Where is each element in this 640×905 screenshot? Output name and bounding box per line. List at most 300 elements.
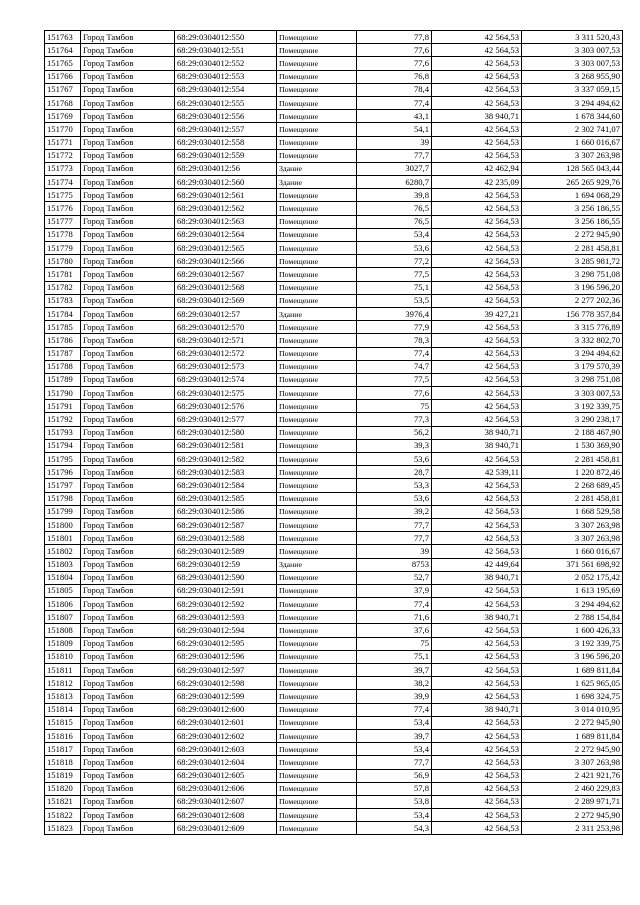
- area-cell: 39,3: [357, 439, 432, 452]
- area-cell: 38,2: [357, 677, 432, 690]
- cadastral-value-cell: 2 268 689,45: [522, 479, 623, 492]
- area-cell: 78,3: [357, 334, 432, 347]
- cadastral-value-cell: 2 421 921,76: [522, 769, 623, 782]
- area-cell: 39,9: [357, 690, 432, 703]
- table-row: [45, 809, 623, 822]
- cadastral-value-cell: 3 298 751,08: [522, 268, 623, 281]
- cadastral-value-cell: 2 272 945,90: [522, 228, 623, 241]
- cadastral-value-cell: 3 307 263,98: [522, 532, 623, 545]
- object-type-cell: Помещение: [277, 215, 357, 228]
- city-cell: Город Тамбов: [81, 650, 175, 663]
- cadastral-value-cell: 2 281 458,81: [522, 492, 623, 505]
- cadastral-number-cell: 68:29:0304012:584: [175, 479, 277, 492]
- unit-value-cell: 42 564,53: [432, 189, 522, 202]
- table-body: [45, 31, 623, 835]
- table-row: [45, 584, 623, 597]
- row-number-cell: 151814: [45, 703, 81, 716]
- object-type-cell: Здание: [277, 307, 357, 320]
- unit-value-cell: 42 564,53: [432, 677, 522, 690]
- table-row: [45, 149, 623, 162]
- unit-value-cell: 42 564,53: [432, 782, 522, 795]
- object-type-cell: Помещение: [277, 466, 357, 479]
- table-row: [45, 545, 623, 558]
- city-cell: Город Тамбов: [81, 624, 175, 637]
- table-row: [45, 281, 623, 294]
- cadastral-number-cell: 68:29:0304012:566: [175, 255, 277, 268]
- unit-value-cell: 38 940,71: [432, 571, 522, 584]
- table-row: [45, 242, 623, 255]
- city-cell: Город Тамбов: [81, 571, 175, 584]
- table-row: [45, 769, 623, 782]
- cadastral-number-cell: 68:29:0304012:603: [175, 743, 277, 756]
- row-number-cell: 151789: [45, 373, 81, 386]
- unit-value-cell: 42 564,53: [432, 637, 522, 650]
- object-type-cell: Помещение: [277, 677, 357, 690]
- cadastral-number-cell: 68:29:0304012:56: [175, 162, 277, 175]
- area-cell: 77,7: [357, 518, 432, 531]
- area-cell: 76,5: [357, 202, 432, 215]
- cadastral-value-cell: 2 302 741,07: [522, 123, 623, 136]
- area-cell: 39: [357, 136, 432, 149]
- row-number-cell: 151806: [45, 598, 81, 611]
- city-cell: Город Тамбов: [81, 637, 175, 650]
- cadastral-number-cell: 68:29:0304012:590: [175, 571, 277, 584]
- area-cell: 77,6: [357, 57, 432, 70]
- table-row: [45, 505, 623, 518]
- object-type-cell: Помещение: [277, 756, 357, 769]
- cadastral-number-cell: 68:29:0304012:606: [175, 782, 277, 795]
- row-number-cell: 151775: [45, 189, 81, 202]
- cadastral-number-cell: 68:29:0304012:591: [175, 584, 277, 597]
- area-cell: 77,5: [357, 268, 432, 281]
- unit-value-cell: 42 564,53: [432, 809, 522, 822]
- cadastral-value-cell: 3 014 010,95: [522, 703, 623, 716]
- unit-value-cell: 42 564,53: [432, 584, 522, 597]
- object-type-cell: Помещение: [277, 439, 357, 452]
- area-cell: 77,4: [357, 598, 432, 611]
- cadastral-number-cell: 68:29:0304012:555: [175, 96, 277, 109]
- table-row: [45, 492, 623, 505]
- cadastral-value-cell: 2 311 253,98: [522, 822, 623, 835]
- area-cell: 57,8: [357, 782, 432, 795]
- table-row: [45, 294, 623, 307]
- object-type-cell: Помещение: [277, 479, 357, 492]
- cadastral-number-cell: 68:29:0304012:581: [175, 439, 277, 452]
- area-cell: 39,7: [357, 729, 432, 742]
- row-number-cell: 151809: [45, 637, 81, 650]
- row-number-cell: 151810: [45, 650, 81, 663]
- cadastral-number-cell: 68:29:0304012:552: [175, 57, 277, 70]
- object-type-cell: Помещение: [277, 57, 357, 70]
- city-cell: Город Тамбов: [81, 413, 175, 426]
- unit-value-cell: 42 564,53: [432, 215, 522, 228]
- cadastral-number-cell: 68:29:0304012:557: [175, 123, 277, 136]
- cadastral-value-cell: 1 678 344,60: [522, 110, 623, 123]
- area-cell: 77,4: [357, 703, 432, 716]
- object-type-cell: Помещение: [277, 255, 357, 268]
- object-type-cell: Помещение: [277, 360, 357, 373]
- object-type-cell: Помещение: [277, 413, 357, 426]
- object-type-cell: Помещение: [277, 637, 357, 650]
- table-row: [45, 268, 623, 281]
- cadastral-number-cell: 68:29:0304012:553: [175, 70, 277, 83]
- city-cell: Город Тамбов: [81, 795, 175, 808]
- area-cell: 53,5: [357, 294, 432, 307]
- city-cell: Город Тамбов: [81, 545, 175, 558]
- object-type-cell: Помещение: [277, 149, 357, 162]
- object-type-cell: Помещение: [277, 598, 357, 611]
- cadastral-number-cell: 68:29:0304012:567: [175, 268, 277, 281]
- table-row: [45, 598, 623, 611]
- unit-value-cell: 42 564,53: [432, 321, 522, 334]
- cadastral-value-cell: 3 303 007,53: [522, 57, 623, 70]
- unit-value-cell: 42 564,53: [432, 400, 522, 413]
- row-number-cell: 151818: [45, 756, 81, 769]
- object-type-cell: Помещение: [277, 505, 357, 518]
- object-type-cell: Помещение: [277, 729, 357, 742]
- table-row: [45, 795, 623, 808]
- object-type-cell: Помещение: [277, 387, 357, 400]
- city-cell: Город Тамбов: [81, 690, 175, 703]
- row-number-cell: 151771: [45, 136, 81, 149]
- row-number-cell: 151770: [45, 123, 81, 136]
- city-cell: Город Тамбов: [81, 57, 175, 70]
- row-number-cell: 151786: [45, 334, 81, 347]
- cadastral-value-cell: 371 561 698,92: [522, 558, 623, 571]
- unit-value-cell: 42 564,53: [432, 795, 522, 808]
- row-number-cell: 151772: [45, 149, 81, 162]
- cadastral-value-cell: 2 460 229,83: [522, 782, 623, 795]
- area-cell: 77,7: [357, 532, 432, 545]
- cadastral-number-cell: 68:29:0304012:59: [175, 558, 277, 571]
- table-row: [45, 400, 623, 413]
- cadastral-number-cell: 68:29:0304012:597: [175, 664, 277, 677]
- row-number-cell: 151822: [45, 809, 81, 822]
- row-number-cell: 151791: [45, 400, 81, 413]
- area-cell: 75: [357, 400, 432, 413]
- city-cell: Город Тамбов: [81, 558, 175, 571]
- cadastral-value-cell: 2 277 202,36: [522, 294, 623, 307]
- cadastral-value-cell: 3 311 520,43: [522, 31, 623, 44]
- cadastral-number-cell: 68:29:0304012:592: [175, 598, 277, 611]
- object-type-cell: Помещение: [277, 83, 357, 96]
- table-row: [45, 611, 623, 624]
- cadastral-number-cell: 68:29:0304012:599: [175, 690, 277, 703]
- unit-value-cell: 42 564,53: [432, 281, 522, 294]
- row-number-cell: 151821: [45, 795, 81, 808]
- object-type-cell: Помещение: [277, 453, 357, 466]
- table-row: [45, 690, 623, 703]
- city-cell: Город Тамбов: [81, 505, 175, 518]
- city-cell: Город Тамбов: [81, 70, 175, 83]
- unit-value-cell: 42 564,53: [432, 136, 522, 149]
- area-cell: 77,2: [357, 255, 432, 268]
- row-number-cell: 151768: [45, 96, 81, 109]
- table-row: [45, 756, 623, 769]
- row-number-cell: 151798: [45, 492, 81, 505]
- object-type-cell: Помещение: [277, 44, 357, 57]
- object-type-cell: Помещение: [277, 400, 357, 413]
- object-type-cell: Помещение: [277, 347, 357, 360]
- object-type-cell: Помещение: [277, 624, 357, 637]
- object-type-cell: Здание: [277, 558, 357, 571]
- object-type-cell: Помещение: [277, 571, 357, 584]
- object-type-cell: Помещение: [277, 690, 357, 703]
- cadastral-value-cell: 2 272 945,90: [522, 743, 623, 756]
- city-cell: Город Тамбов: [81, 321, 175, 334]
- unit-value-cell: 42 564,53: [432, 545, 522, 558]
- table-row: [45, 255, 623, 268]
- unit-value-cell: 38 940,71: [432, 426, 522, 439]
- area-cell: 53,6: [357, 242, 432, 255]
- cadastral-value-cell: 3 192 339,75: [522, 637, 623, 650]
- table-row: [45, 44, 623, 57]
- cadastral-number-cell: 68:29:0304012:571: [175, 334, 277, 347]
- row-number-cell: 151787: [45, 347, 81, 360]
- table-row: [45, 479, 623, 492]
- city-cell: Город Тамбов: [81, 677, 175, 690]
- cadastral-value-cell: 3 315 776,89: [522, 321, 623, 334]
- cadastral-number-cell: 68:29:0304012:576: [175, 400, 277, 413]
- table-row: [45, 321, 623, 334]
- table-row: [45, 743, 623, 756]
- unit-value-cell: 42 462,94: [432, 162, 522, 175]
- cadastral-number-cell: 68:29:0304012:589: [175, 545, 277, 558]
- cadastral-number-cell: 68:29:0304012:598: [175, 677, 277, 690]
- area-cell: 77,4: [357, 347, 432, 360]
- cadastral-number-cell: 68:29:0304012:554: [175, 83, 277, 96]
- row-number-cell: 151780: [45, 255, 81, 268]
- unit-value-cell: 42 564,53: [432, 31, 522, 44]
- cadastral-value-cell: 1 660 016,67: [522, 136, 623, 149]
- row-number-cell: 151764: [45, 44, 81, 57]
- cadastral-value-cell: 3 294 494,62: [522, 347, 623, 360]
- unit-value-cell: 38 940,71: [432, 439, 522, 452]
- unit-value-cell: 42 564,53: [432, 228, 522, 241]
- area-cell: 77,7: [357, 756, 432, 769]
- unit-value-cell: 42 564,53: [432, 598, 522, 611]
- area-cell: 78,4: [357, 83, 432, 96]
- unit-value-cell: 42 564,53: [432, 387, 522, 400]
- cadastral-value-cell: 3 337 059,15: [522, 83, 623, 96]
- area-cell: 75,1: [357, 281, 432, 294]
- row-number-cell: 151823: [45, 822, 81, 835]
- row-number-cell: 151803: [45, 558, 81, 571]
- object-type-cell: Помещение: [277, 123, 357, 136]
- cadastral-value-cell: 1 689 811,84: [522, 664, 623, 677]
- object-type-cell: Помещение: [277, 532, 357, 545]
- cadastral-number-cell: 68:29:0304012:574: [175, 373, 277, 386]
- city-cell: Город Тамбов: [81, 611, 175, 624]
- row-number-cell: 151811: [45, 664, 81, 677]
- row-number-cell: 151779: [45, 242, 81, 255]
- table-row: [45, 70, 623, 83]
- row-number-cell: 151802: [45, 545, 81, 558]
- unit-value-cell: 42 564,53: [432, 70, 522, 83]
- area-cell: 56,9: [357, 769, 432, 782]
- table-row: [45, 453, 623, 466]
- cadastral-number-cell: 68:29:0304012:575: [175, 387, 277, 400]
- unit-value-cell: 42 564,53: [432, 690, 522, 703]
- area-cell: 3027,7: [357, 162, 432, 175]
- object-type-cell: Помещение: [277, 281, 357, 294]
- unit-value-cell: 42 564,53: [432, 347, 522, 360]
- cadastral-value-cell: 2 281 458,81: [522, 453, 623, 466]
- cadastral-number-cell: 68:29:0304012:607: [175, 795, 277, 808]
- unit-value-cell: 42 564,53: [432, 743, 522, 756]
- area-cell: 77,9: [357, 321, 432, 334]
- cadastral-value-cell: 1 668 529,58: [522, 505, 623, 518]
- object-type-cell: Здание: [277, 176, 357, 189]
- cadastral-number-cell: 68:29:0304012:587: [175, 518, 277, 531]
- unit-value-cell: 42 564,53: [432, 624, 522, 637]
- city-cell: Город Тамбов: [81, 162, 175, 175]
- row-number-cell: 151777: [45, 215, 81, 228]
- row-number-cell: 151778: [45, 228, 81, 241]
- cadastral-value-cell: 3 294 494,62: [522, 598, 623, 611]
- object-type-cell: Помещение: [277, 242, 357, 255]
- row-number-cell: 151816: [45, 729, 81, 742]
- cadastral-value-cell: 3 294 494,62: [522, 96, 623, 109]
- table-row: [45, 176, 623, 189]
- cadastral-number-cell: 68:29:0304012:563: [175, 215, 277, 228]
- row-number-cell: 151795: [45, 453, 81, 466]
- cadastral-value-cell: 3 303 007,53: [522, 44, 623, 57]
- table-row: [45, 57, 623, 70]
- cadastral-number-cell: 68:29:0304012:580: [175, 426, 277, 439]
- table-row: [45, 96, 623, 109]
- object-type-cell: Помещение: [277, 518, 357, 531]
- table-row: [45, 31, 623, 44]
- table-row: [45, 624, 623, 637]
- area-cell: 71,6: [357, 611, 432, 624]
- cadastral-value-cell: 1 625 965,05: [522, 677, 623, 690]
- area-cell: 39,7: [357, 664, 432, 677]
- area-cell: 53,6: [357, 453, 432, 466]
- area-cell: 76,8: [357, 70, 432, 83]
- table-row: [45, 360, 623, 373]
- unit-value-cell: 42 564,53: [432, 149, 522, 162]
- cadastral-number-cell: 68:29:0304012:588: [175, 532, 277, 545]
- unit-value-cell: 42 564,53: [432, 822, 522, 835]
- table-row: [45, 664, 623, 677]
- table-row: [45, 202, 623, 215]
- city-cell: Город Тамбов: [81, 307, 175, 320]
- city-cell: Город Тамбов: [81, 215, 175, 228]
- area-cell: 53,3: [357, 479, 432, 492]
- cadastral-number-cell: 68:29:0304012:550: [175, 31, 277, 44]
- row-number-cell: 151781: [45, 268, 81, 281]
- area-cell: 77,6: [357, 387, 432, 400]
- city-cell: Город Тамбов: [81, 228, 175, 241]
- row-number-cell: 151766: [45, 70, 81, 83]
- object-type-cell: Помещение: [277, 373, 357, 386]
- table-row: [45, 716, 623, 729]
- area-cell: 39,2: [357, 505, 432, 518]
- row-number-cell: 151785: [45, 321, 81, 334]
- cadastral-value-cell: 3 307 263,98: [522, 518, 623, 531]
- city-cell: Город Тамбов: [81, 347, 175, 360]
- unit-value-cell: 42 564,53: [432, 123, 522, 136]
- cadastral-value-cell: 3 307 263,98: [522, 149, 623, 162]
- area-cell: 53,8: [357, 795, 432, 808]
- table-row: [45, 439, 623, 452]
- city-cell: Город Тамбов: [81, 387, 175, 400]
- area-cell: 53,4: [357, 228, 432, 241]
- area-cell: 76,5: [357, 215, 432, 228]
- cadastral-value-table: [44, 30, 623, 835]
- cadastral-value-cell: 3 192 339,75: [522, 400, 623, 413]
- row-number-cell: 151808: [45, 624, 81, 637]
- row-number-cell: 151804: [45, 571, 81, 584]
- cadastral-number-cell: 68:29:0304012:595: [175, 637, 277, 650]
- city-cell: Город Тамбов: [81, 176, 175, 189]
- cadastral-number-cell: 68:29:0304012:568: [175, 281, 277, 294]
- object-type-cell: Помещение: [277, 189, 357, 202]
- object-type-cell: Помещение: [277, 426, 357, 439]
- cadastral-value-cell: 1 694 068,29: [522, 189, 623, 202]
- unit-value-cell: 42 564,53: [432, 334, 522, 347]
- unit-value-cell: 42 564,53: [432, 479, 522, 492]
- cadastral-number-cell: 68:29:0304012:600: [175, 703, 277, 716]
- cadastral-number-cell: 68:29:0304012:605: [175, 769, 277, 782]
- table-row: [45, 162, 623, 175]
- unit-value-cell: 42 564,53: [432, 242, 522, 255]
- table-row: [45, 782, 623, 795]
- object-type-cell: Помещение: [277, 743, 357, 756]
- cadastral-number-cell: 68:29:0304012:561: [175, 189, 277, 202]
- row-number-cell: 151763: [45, 31, 81, 44]
- city-cell: Город Тамбов: [81, 44, 175, 57]
- city-cell: Город Тамбов: [81, 782, 175, 795]
- cadastral-number-cell: 68:29:0304012:573: [175, 360, 277, 373]
- area-cell: 53,4: [357, 716, 432, 729]
- city-cell: Город Тамбов: [81, 743, 175, 756]
- object-type-cell: Помещение: [277, 703, 357, 716]
- row-number-cell: 151805: [45, 584, 81, 597]
- city-cell: Город Тамбов: [81, 31, 175, 44]
- unit-value-cell: 39 427,21: [432, 307, 522, 320]
- object-type-cell: Помещение: [277, 31, 357, 44]
- table-row: [45, 426, 623, 439]
- city-cell: Город Тамбов: [81, 123, 175, 136]
- unit-value-cell: 42 564,53: [432, 532, 522, 545]
- unit-value-cell: 42 564,53: [432, 44, 522, 57]
- city-cell: Город Тамбов: [81, 716, 175, 729]
- object-type-cell: Помещение: [277, 809, 357, 822]
- unit-value-cell: 42 564,53: [432, 83, 522, 96]
- table-row: [45, 307, 623, 320]
- cadastral-value-cell: 1 220 872,46: [522, 466, 623, 479]
- unit-value-cell: 42 564,53: [432, 505, 522, 518]
- row-number-cell: 151765: [45, 57, 81, 70]
- area-cell: 3976,4: [357, 307, 432, 320]
- object-type-cell: Помещение: [277, 70, 357, 83]
- object-type-cell: Помещение: [277, 716, 357, 729]
- unit-value-cell: 38 940,71: [432, 703, 522, 716]
- table-row: [45, 123, 623, 136]
- row-number-cell: 151788: [45, 360, 81, 373]
- unit-value-cell: 42 235,09: [432, 176, 522, 189]
- unit-value-cell: 42 564,53: [432, 202, 522, 215]
- unit-value-cell: 42 564,53: [432, 492, 522, 505]
- city-cell: Город Тамбов: [81, 110, 175, 123]
- cadastral-value-cell: 1 689 811,84: [522, 729, 623, 742]
- table-row: [45, 637, 623, 650]
- cadastral-value-cell: 3 332 802,70: [522, 334, 623, 347]
- table-row: [45, 703, 623, 716]
- row-number-cell: 151812: [45, 677, 81, 690]
